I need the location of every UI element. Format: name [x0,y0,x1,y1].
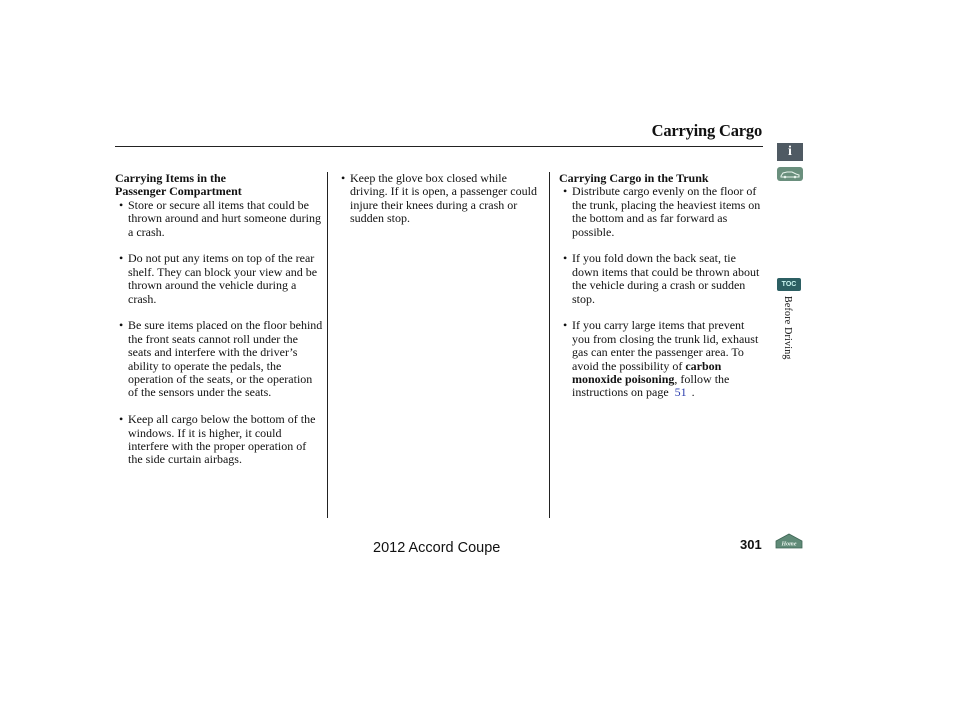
info-icon: i [788,144,792,159]
heading-line-2: Passenger Compartment [115,184,242,199]
column-divider [549,172,550,518]
page-number: 301 [740,537,762,552]
list-item: • Keep the glove box closed while driving. If it is open, a passenger could injure their knees during a crash or sudden stop. [337,172,537,226]
list-item: • If you fold down the back seat, tie down items that could be thrown about the vehicle during a crash or sudden stop. [559,252,764,306]
column-glove-box [337,172,537,239]
section-label: Before Driving [782,296,793,360]
home-button[interactable] [775,533,803,549]
bullet-text: , follow the instructions on page [572,372,730,400]
column-passenger-compartment [115,172,323,480]
toc-button[interactable] [777,278,801,291]
list-item: • Do not put any items on top of the rear shelf. They can block your view and be thrown around the vehicle during a crash. [115,252,323,306]
list-item [559,319,764,399]
toc-icon: TOC [781,281,797,288]
column-divider [327,172,328,518]
header-rule [115,146,763,147]
list-item: • Distribute cargo evenly on the floor of the trunk, placing the heaviest items on the bottom and as far forward as possible. [559,185,764,239]
list-item: • Store or secure all items that could be thrown around and hurt someone during a crash. [115,199,323,239]
home-label: Home [781,541,797,548]
section-heading [115,172,323,199]
bullet-text: If you carry large items that prevent you from closing the trunk lid, exhaust gas can enter the passenger area. To avoid the possibility of [572,318,759,373]
bullet-end: . [691,385,695,400]
car-button[interactable] [777,167,803,181]
heading-line-1: Carrying Items in the [115,171,226,185]
page-title: Carrying Cargo [651,121,762,140]
footer-model: 2012 Accord Coupe [373,540,501,556]
car-icon [779,169,801,179]
list-item: • Keep all cargo below the bottom of the windows. If it is higher, it could interfere with the proper operation of the side curtain airbags. [115,413,323,467]
info-button[interactable] [777,143,803,161]
column-trunk [559,172,764,413]
warning-term: carbon monoxide poisoning [572,358,722,387]
page-link[interactable]: 51 [674,385,687,400]
list-item: • Be sure items placed on the floor behind the front seats cannot roll under the seats and interfere with the driver’s ability to operate the pedals, the operation of the seats, or the operation of the sensors under the seats. [115,319,323,399]
section-heading: Carrying Cargo in the Trunk [559,171,709,185]
